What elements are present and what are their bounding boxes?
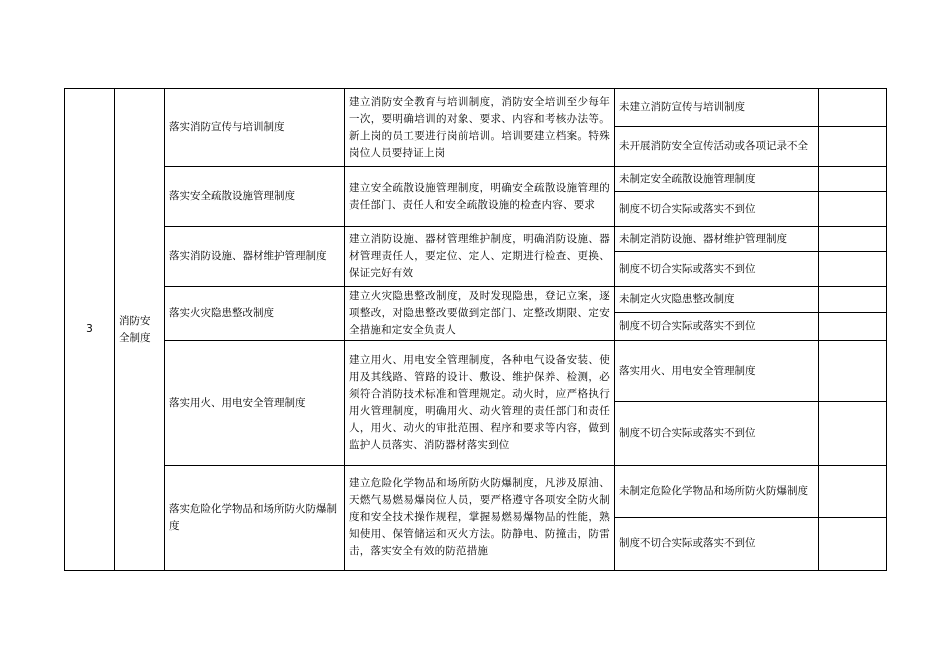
criteria-cell: 制度不切合实际或落实不到位	[615, 517, 819, 570]
item-cell: 落实用火、用电安全管理制度	[165, 341, 345, 465]
score-cell	[819, 465, 887, 517]
item-cell: 落实消防宣传与培训制度	[165, 89, 345, 167]
fire-safety-table	[64, 88, 887, 571]
score-cell	[819, 401, 887, 465]
description-cell: 建立安全疏散设施管理制度，明确安全疏散设施管理的责任部门、责任人和安全疏散设施的检查内容、要求	[345, 167, 615, 227]
row-index: 3	[65, 89, 115, 571]
criteria-cell: 未制定危险化学物品和场所防火防爆制度	[615, 465, 819, 517]
criteria-cell: 制度不切合实际或落实不到位	[615, 252, 819, 287]
score-cell	[819, 192, 887, 227]
category-cell: 消防安全制度	[115, 89, 165, 571]
document-page	[64, 88, 886, 571]
table-row	[65, 465, 887, 517]
table-row	[65, 167, 887, 192]
score-cell	[819, 167, 887, 192]
criteria-cell: 未建立消防宣传与培训制度	[615, 89, 819, 127]
table-row	[65, 89, 887, 127]
criteria-cell: 制度不切合实际或落实不到位	[615, 313, 819, 341]
criteria-cell: 未开展消防安全宣传活动或各项记录不全	[615, 127, 819, 167]
table-row	[65, 341, 887, 401]
description-cell: 建立火灾隐患整改制度，及时发现隐患，登记立案，逐项整改，对隐患整改要做到定部门、定整改期限、定安全措施和定安全负责人	[345, 287, 615, 341]
criteria-cell: 未制定火灾隐患整改制度	[615, 287, 819, 313]
score-cell	[819, 313, 887, 341]
criteria-cell: 制度不切合实际或落实不到位	[615, 192, 819, 227]
criteria-cell: 未制定安全疏散设施管理制度	[615, 167, 819, 192]
score-cell	[819, 287, 887, 313]
table-row	[65, 227, 887, 252]
item-cell: 落实火灾隐患整改制度	[165, 287, 345, 341]
description-cell: 建立危险化学物品和场所防火防爆制度，凡涉及原油、天燃气易燃易爆岗位人员，要严格遵守各项安全防火制度和安全技术操作规程，掌握易燃易爆物品的性能，熟知使用、保管储运和灭火方法。防静电、防撞击，防雷击，落实安全有效的防范措施	[345, 465, 615, 570]
criteria-cell: 未制定消防设施、器材维护管理制度	[615, 227, 819, 252]
score-cell	[819, 517, 887, 570]
score-cell	[819, 341, 887, 401]
description-cell: 建立消防设施、器材管理维护制度，明确消防设施、器材管理责任人，要定位、定人、定期进行检查、更换、保证完好有效	[345, 227, 615, 287]
score-cell	[819, 127, 887, 167]
item-cell: 落实危险化学物品和场所防火防爆制度	[165, 465, 345, 570]
score-cell	[819, 252, 887, 287]
criteria-cell: 制度不切合实际或落实不到位	[615, 401, 819, 465]
score-cell	[819, 89, 887, 127]
description-cell: 建立用火、用电安全管理制度，各种电气设备安装、使用及其线路、管路的设计、敷设、维护保养、检测，必须符合消防技术标准和管理规定。动火时，应严格执行用火管理制度，明确用火、动火管理的责任部门和责任人，用火、动火的审批范围、程序和要求等内容，做到监护人员落实、消防器材落实到位	[345, 341, 615, 465]
score-cell	[819, 227, 887, 252]
description-cell: 建立消防安全教育与培训制度，消防安全培训至少每年一次，要明确培训的对象、要求、内容和考核办法等。新上岗的员工要进行岗前培训。培训要建立档案。特殊岗位人员要持证上岗	[345, 89, 615, 167]
item-cell: 落实安全疏散设施管理制度	[165, 167, 345, 227]
criteria-cell: 落实用火、用电安全管理制度	[615, 341, 819, 401]
item-cell: 落实消防设施、器材维护管理制度	[165, 227, 345, 287]
table-row	[65, 287, 887, 313]
